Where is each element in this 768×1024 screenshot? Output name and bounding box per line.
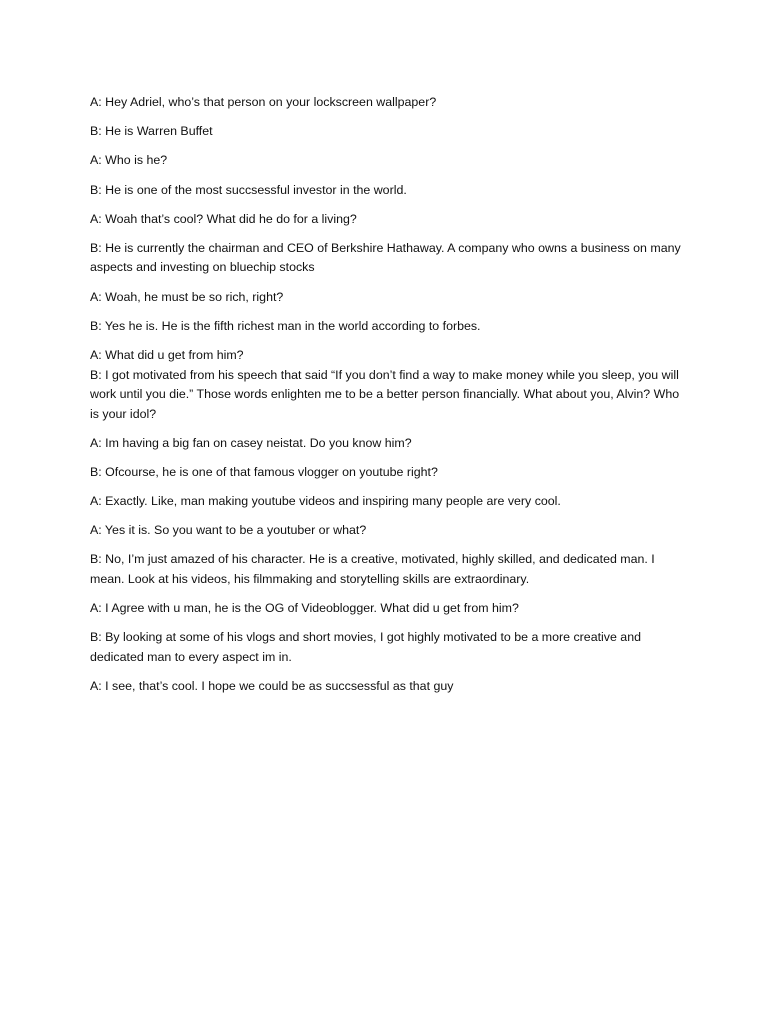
dialogue-line: B: I got motivated from his speech that said “If you don’t find a way to make money while you sleep, you will work until you die.” Those words enlighten me to be a better person financially. What about you, Alvin? Who is your idol? — [90, 367, 680, 421]
dialogue-line: B: No, I’m just amazed of his character. He is a creative, motivated, highly skilled, and dedicated man. I mean. Look at his videos, his filmmaking and storytelling skills are extraordinary. — [90, 552, 655, 586]
dialogue-line: A: Woah, he must be so rich, right? — [90, 289, 284, 304]
dialogue-line: B: He is one of the most succsessful investor in the world. — [90, 182, 407, 197]
dialogue-line: A: What did u get from him? — [90, 348, 244, 362]
dialogue-line: A: Hey Adriel, who’s that person on your lockscreen wallpaper? — [90, 95, 437, 109]
dialogue-text — [90, 93, 690, 706]
dialogue-line: A: Yes it is. So you want to be a youtuber or what? — [90, 523, 367, 538]
dialogue-line: A: Exactly. Like, man making youtube videos and inspiring many people are very cool. — [90, 494, 561, 509]
dialogue-line: B: Ofcourse, he is one of that famous vlogger on youtube right? — [90, 464, 438, 479]
dialogue-line: A: I Agree with u man, he is the OG of Videoblogger. What did u get from him? — [90, 601, 519, 616]
dialogue-line: A: Woah that’s cool? What did he do for a living? — [90, 211, 357, 226]
dialogue-line: B: He is currently the chairman and CEO of Berkshire Hathaway. A company who owns a business on many aspects and investing on bluechip stocks — [90, 240, 681, 275]
dialogue-line: B: By looking at some of his vlogs and short movies, I got highly motivated to be a more creative and dedicated man to every aspect im in. — [90, 630, 641, 664]
dialogue-line: A: I see, that’s cool. I hope we could be as succsessful as that guy — [90, 679, 454, 693]
dialogue-line: A: Im having a big fan on casey neistat. Do you know him? — [90, 435, 412, 450]
dialogue-line: B: He is Warren Buffet — [90, 124, 213, 139]
dialogue-line: A: Who is he? — [90, 153, 168, 168]
dialogue-line: B: Yes he is. He is the fifth richest man in the world according to forbes. — [90, 318, 481, 333]
